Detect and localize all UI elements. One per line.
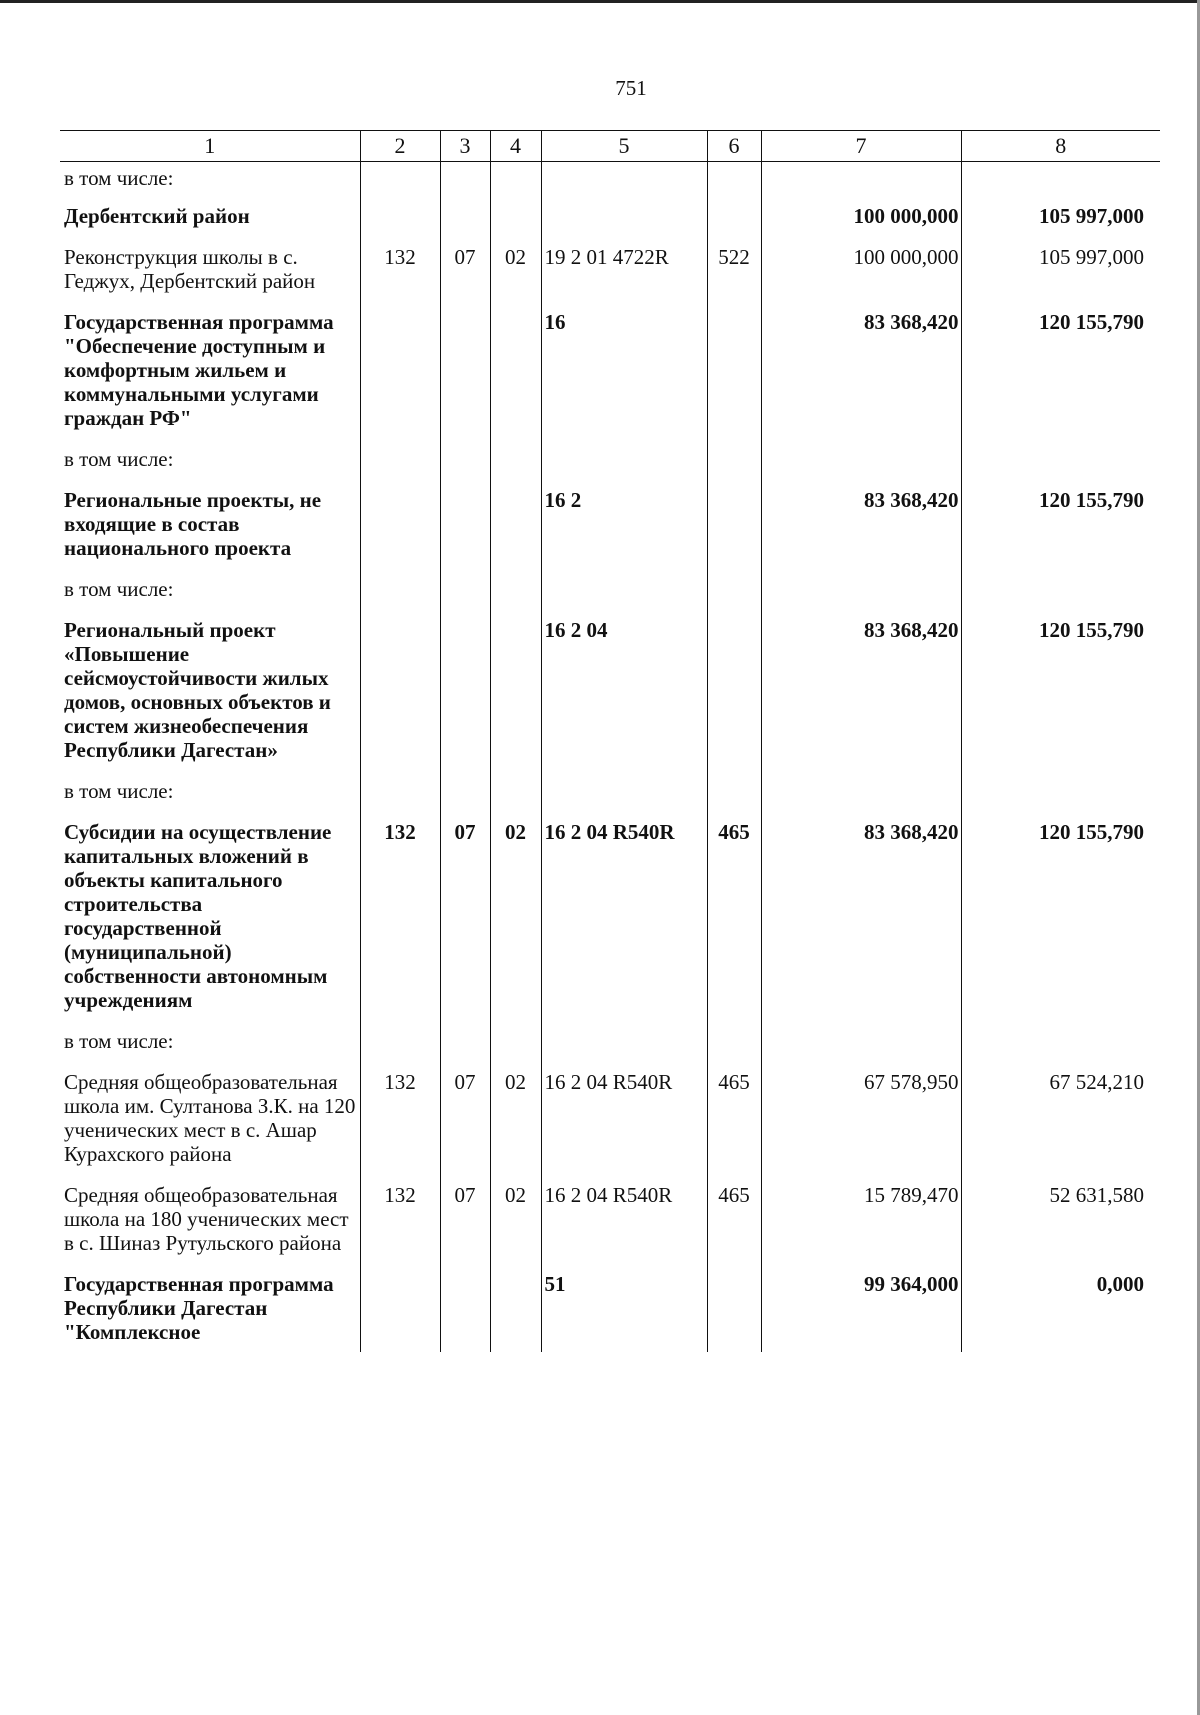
cell-name: Средняя общеобразовательная школа на 180 ученических мест в с. Шиназ Рутульского района — [64, 1183, 349, 1255]
cell-col3: 07 — [440, 245, 490, 310]
cell-col8 — [961, 447, 1160, 488]
cell-col3: 07 — [440, 1070, 490, 1183]
cell-col2: 132 — [360, 1183, 440, 1272]
cell-col5 — [541, 162, 707, 205]
table-body — [60, 162, 1160, 1353]
table-row-tail — [60, 1344, 1160, 1352]
cell-col7: 83 368,420 — [761, 618, 961, 779]
cell-col6 — [707, 162, 761, 205]
cell-col2: 132 — [360, 245, 440, 310]
header-col-6: 6 — [707, 131, 761, 162]
table-row — [60, 1272, 1160, 1344]
cell-col8 — [961, 1029, 1160, 1070]
cell-name: в том числе: — [64, 166, 174, 190]
cell-col6 — [707, 779, 761, 820]
cell-col6 — [707, 1029, 761, 1070]
cell-col5: 16 2 04 — [541, 618, 707, 779]
cell-col3 — [440, 618, 490, 779]
cell-col3 — [440, 162, 490, 205]
cell-col5: 16 2 04 R540R — [541, 1183, 707, 1272]
cell-col8: 120 155,790 — [961, 820, 1160, 1029]
table-row — [60, 488, 1160, 577]
cell-col3 — [440, 488, 490, 577]
cell-col7 — [761, 447, 961, 488]
cell-col8: 120 155,790 — [961, 488, 1160, 577]
cell-name: Региональный проект «Повышение сейсмоустойчивости жилых домов, основных объектов и систем жизнеобеспечения Республики Дагестан» — [64, 618, 331, 762]
cell-col5: 19 2 01 4722R — [541, 245, 707, 310]
cell-col3 — [440, 204, 490, 245]
cell-col8: 52 631,580 — [961, 1183, 1160, 1272]
budget-table — [60, 130, 1160, 1352]
cell-col4: 02 — [490, 820, 541, 1029]
cell-name: Государственная программа "Обеспечение доступным и комфортным жильем и коммунальными услугами граждан РФ" — [64, 310, 334, 430]
table-header — [60, 131, 1160, 162]
cell-tail — [541, 1344, 707, 1352]
cell-col4 — [490, 1272, 541, 1344]
cell-col7: 83 368,420 — [761, 820, 961, 1029]
cell-col2: 132 — [360, 1070, 440, 1183]
table-row — [60, 1070, 1160, 1183]
cell-col4 — [490, 310, 541, 447]
cell-name: Дербентский район — [64, 204, 250, 228]
header-col-3: 3 — [440, 131, 490, 162]
table-row — [60, 577, 1160, 618]
cell-col4 — [490, 204, 541, 245]
cell-name: Реконструкция школы в с. Геджух, Дербентский район — [64, 245, 316, 293]
cell-col7: 83 368,420 — [761, 488, 961, 577]
cell-col3 — [440, 577, 490, 618]
cell-col7: 15 789,470 — [761, 1183, 961, 1272]
cell-col3: 07 — [440, 1183, 490, 1272]
cell-col3 — [440, 1029, 490, 1070]
cell-col2 — [360, 447, 440, 488]
cell-name: в том числе: — [64, 447, 174, 471]
cell-col2: 132 — [360, 820, 440, 1029]
cell-col3 — [440, 779, 490, 820]
cell-col6: 465 — [707, 1070, 761, 1183]
cell-col2 — [360, 204, 440, 245]
cell-col6: 522 — [707, 245, 761, 310]
cell-col7 — [761, 779, 961, 820]
cell-col8 — [961, 779, 1160, 820]
cell-col8 — [961, 577, 1160, 618]
table-row — [60, 1029, 1160, 1070]
header-col-5: 5 — [541, 131, 707, 162]
cell-col4 — [490, 162, 541, 205]
header-col-1: 1 — [60, 131, 360, 162]
cell-col8: 105 997,000 — [961, 245, 1160, 310]
cell-col4 — [490, 447, 541, 488]
cell-col4: 02 — [490, 1070, 541, 1183]
cell-col4 — [490, 618, 541, 779]
cell-col5: 51 — [541, 1272, 707, 1344]
cell-col4 — [490, 779, 541, 820]
table-row — [60, 204, 1160, 245]
page-number: 751 — [615, 76, 647, 100]
cell-col7: 83 368,420 — [761, 310, 961, 447]
header-row — [60, 131, 1160, 162]
cell-col8: 105 997,000 — [961, 204, 1160, 245]
cell-col7 — [761, 162, 961, 205]
cell-col5 — [541, 1029, 707, 1070]
cell-col6 — [707, 618, 761, 779]
cell-col6 — [707, 310, 761, 447]
table-row — [60, 447, 1160, 488]
cell-col3 — [440, 447, 490, 488]
cell-col8: 0,000 — [961, 1272, 1160, 1344]
cell-col6 — [707, 447, 761, 488]
cell-col7: 100 000,000 — [761, 204, 961, 245]
cell-col8: 67 524,210 — [961, 1070, 1160, 1183]
cell-col2 — [360, 1272, 440, 1344]
cell-col4 — [490, 488, 541, 577]
table-row — [60, 310, 1160, 447]
cell-col5: 16 2 04 R540R — [541, 1070, 707, 1183]
cell-col8: 120 155,790 — [961, 310, 1160, 447]
table-row — [60, 162, 1160, 205]
cell-col7 — [761, 577, 961, 618]
cell-col7: 67 578,950 — [761, 1070, 961, 1183]
table-row — [60, 1183, 1160, 1272]
cell-col2 — [360, 1029, 440, 1070]
cell-col2 — [360, 162, 440, 205]
cell-col4 — [490, 577, 541, 618]
cell-tail — [490, 1344, 541, 1352]
cell-name: в том числе: — [64, 1029, 174, 1053]
cell-col6 — [707, 204, 761, 245]
table-row — [60, 820, 1160, 1029]
cell-col6 — [707, 1272, 761, 1344]
cell-name: в том числе: — [64, 779, 174, 803]
cell-name: Субсидии на осуществление капитальных вложений в объекты капитального строительства государственной (муниципальной) собственности автономным учреждениям — [64, 820, 332, 1012]
cell-name: Государственная программа Республики Дагестан "Комплексное — [64, 1272, 334, 1344]
cell-col6 — [707, 577, 761, 618]
cell-tail — [440, 1344, 490, 1352]
cell-col4 — [490, 1029, 541, 1070]
cell-col2 — [360, 577, 440, 618]
cell-col4: 02 — [490, 1183, 541, 1272]
cell-tail — [761, 1344, 961, 1352]
cell-col7 — [761, 1029, 961, 1070]
cell-col5: 16 2 — [541, 488, 707, 577]
cell-tail — [961, 1344, 1160, 1352]
cell-col5: 16 — [541, 310, 707, 447]
cell-col7: 100 000,000 — [761, 245, 961, 310]
cell-name: Средняя общеобразовательная школа им. Султанова З.К. на 120 ученических мест в с. Ашар Курахского района — [64, 1070, 356, 1166]
cell-col5 — [541, 447, 707, 488]
cell-col3 — [440, 1272, 490, 1344]
cell-tail — [60, 1344, 360, 1352]
header-col-7: 7 — [761, 131, 961, 162]
cell-col5 — [541, 577, 707, 618]
cell-col5 — [541, 779, 707, 820]
scan-edge-top — [0, 0, 1200, 3]
cell-col5: 16 2 04 R540R — [541, 820, 707, 1029]
cell-name: Региональные проекты, не входящие в состав национального проекта — [64, 488, 322, 560]
cell-tail — [707, 1344, 761, 1352]
cell-col2 — [360, 618, 440, 779]
cell-col6 — [707, 488, 761, 577]
header-col-2: 2 — [360, 131, 440, 162]
cell-col2 — [360, 310, 440, 447]
cell-col8: 120 155,790 — [961, 618, 1160, 779]
cell-col6: 465 — [707, 820, 761, 1029]
table-row — [60, 618, 1160, 779]
cell-tail — [360, 1344, 440, 1352]
cell-col4: 02 — [490, 245, 541, 310]
cell-col3 — [440, 310, 490, 447]
header-col-4: 4 — [490, 131, 541, 162]
table-row — [60, 779, 1160, 820]
cell-col2 — [360, 779, 440, 820]
table-row — [60, 245, 1160, 310]
cell-col2 — [360, 488, 440, 577]
cell-col8 — [961, 162, 1160, 205]
cell-col7: 99 364,000 — [761, 1272, 961, 1344]
cell-col6: 465 — [707, 1183, 761, 1272]
cell-name: в том числе: — [64, 577, 174, 601]
cell-col3: 07 — [440, 820, 490, 1029]
cell-col5 — [541, 204, 707, 245]
header-col-8: 8 — [961, 131, 1160, 162]
